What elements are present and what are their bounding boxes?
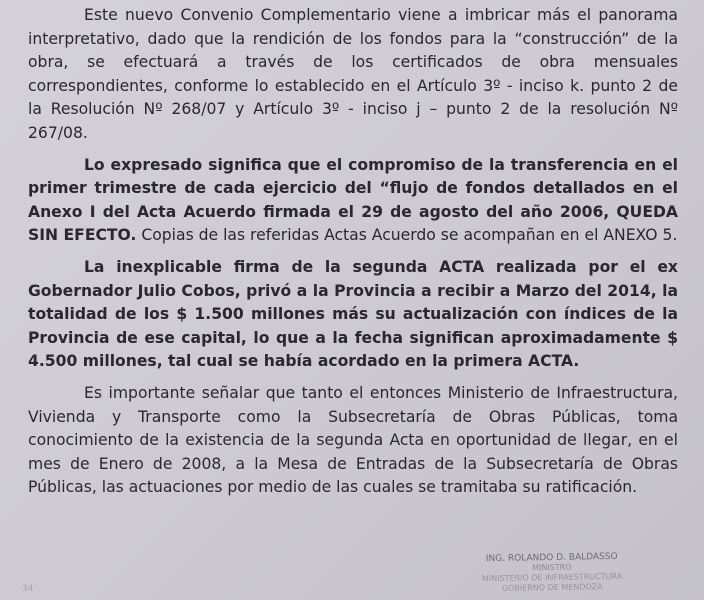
stamp-title: MINISTRO: [532, 562, 572, 573]
paragraph-compromiso: [28, 154, 678, 248]
stamp-name: ING. ROLANDO D. BALDASSO: [485, 551, 618, 565]
stamp-government: GOBIERNO DE MENDOZA: [501, 582, 603, 593]
stamp-ministry: MINISTERIO DE INFRAESTRUCTURA: [481, 571, 623, 584]
paragraph-firma-segunda-acta: La inexplicable firma de la segunda ACTA realizada por el ex Gobernador Julio Cobos, privó a la Provincia a recibir a Marzo del 2014, la totalidad de los $ 1.500 millones más su actualización con índices de la Provincia de ese capital, lo que a la fecha significan aproximadamente $ 4.500 millones, tal cual se había acordado en la primera ACTA.: [28, 258, 678, 370]
paragraph-compromiso-normal: Copias de las referidas Actas Acuerdo se acompañan en el ANEXO 5.: [136, 226, 678, 244]
document-page: [28, 4, 678, 508]
paragraph-convenio: Este nuevo Convenio Complementario viene a imbricar más el panorama interpretativo, dado que la rendición de los fondos para la “construcción” de la obra, se efectuará a través de los certificados de obra mensuales correspondientes, conforme lo establecido en el Artículo 3º - inciso k. punto 2 de la Resolución Nº 268/07 y Artículo 3º - inciso j – punto 2 de la resolución Nº 267/08.: [28, 6, 678, 142]
page-mark: 34: [22, 584, 34, 594]
paragraph-ministerio: Es importante señalar que tanto el entonces Ministerio de Infraestructura, Vivienda y Transporte como la Subsecretaría de Obras Públicas, toma conocimiento de la existencia de la segunda Acta en oportunidad de llegar, en el mes de Enero de 2008, a la Mesa de Entradas de la Subsecretaría de Obras Públicas, las actuaciones por medio de las cuales se tramitaba su ratificación.: [28, 384, 678, 496]
paragraph-compromiso-bold: Lo expresado significa que el compromiso de la transferencia en el primer trimestre de cada ejercicio del “flujo de fondos detallados en el Anexo I del Acta Acuerdo firmada el 29 de agosto del año 2006, QUEDA SIN EFECTO.: [28, 155, 678, 244]
signature-stamp: [452, 551, 653, 594]
